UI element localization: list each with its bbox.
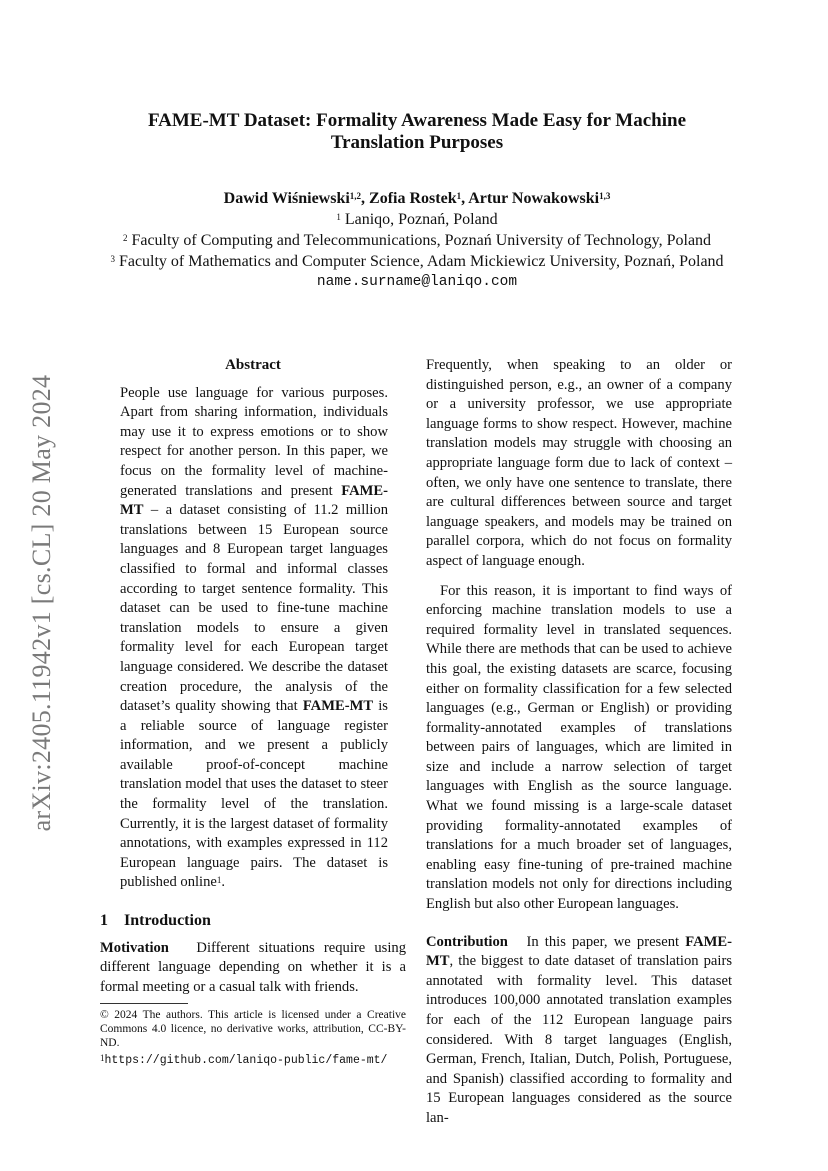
footnote-1-url[interactable]: https://github.com/laniqo-public/fame-mt/ xyxy=(104,1054,388,1067)
right-column xyxy=(426,356,732,1129)
contribution-paragraph xyxy=(426,933,732,1129)
footnote-1-num: 1 xyxy=(100,1053,105,1063)
affiliation-1-text: Laniqo, Poznań, Poland xyxy=(344,211,498,228)
footnote-1 xyxy=(100,1053,406,1068)
author-1: Dawid Wiśniewski xyxy=(223,190,350,207)
contribution-text-2: , the biggest to date dataset of translation pairs annotated with formality level. This dataset introduces 100,000 annotated translation examples for each of the 112 European language pairs considered. With 8 target languages (English, German, French, Italian, Dutch, Polish, Portuguese, and Spanish) classified according to formality and 15 European languages considered as the source lan- xyxy=(426,953,732,1126)
motivation-heading: Motivation xyxy=(100,939,169,956)
intro-paragraph-2: For this reason, it is important to find ways of enforcing machine translation models to use a required formality level in translated sequences. While there are methods that can be used to achieve this goal, the existing datasets are scarce, focusing either on formality classification for a few selected languages (e.g., German or English) or providing formality-annotated examples of translations between pairs of languages, which are limited in size and include a narrow selection of target languages with English as the source language. What we found missing is a large-scale dataset providing formality-annotated examples of translations for a much broader set of languages, enabling easy fine-tuning of pre-trained machine translation models not only for directions including English but also other European languages. xyxy=(426,582,732,913)
title-line-2: Translation Purposes xyxy=(330,132,504,153)
affiliation-3 xyxy=(60,251,774,272)
abstract-dataset-name-2: FAME-MT xyxy=(302,698,374,715)
abstract-dataset-name-1: FAME-MT xyxy=(120,482,388,519)
license-note: © 2024 The authors. This article is licensed under a Creative Commons 4.0 licence, no derivative works, attribution, CC-BY-ND. xyxy=(100,1009,406,1049)
affiliation-2 xyxy=(60,230,774,251)
contribution-text-1: In this paper, we present xyxy=(526,933,686,950)
section-heading-introduction xyxy=(100,911,406,931)
abstract-heading: Abstract xyxy=(225,357,281,373)
motivation-continued: Frequently, when speaking to an older or distinguished person, e.g., an owner of a company or a university professor, we use appropriate language forms to show respect. However, machine translation models may struggle with choosing an appropriate language form due to lack of context – often, we only have one sentence to translate, there are cultural differences between source and target language speakers, and models may be trained on parallel corpora, which do not focus on formality aspect of language enough. xyxy=(426,357,732,569)
motivation-text: Different situations require using different language depending on whether it is a formal meeting or a casual talk with friends. xyxy=(100,939,406,995)
arxiv-stamp-text: arXiv:2405.11942v1 [cs.CL] 20 May 2024 xyxy=(27,374,56,831)
contribution-dataset-name: FAME-MT xyxy=(426,933,732,970)
abstract-end: . xyxy=(221,874,226,891)
title-line-1: FAME-MT Dataset: Formality Awareness Made Easy for Machine xyxy=(147,110,687,131)
footnotes xyxy=(100,1003,406,1071)
author-2-affil: 1 xyxy=(456,191,462,201)
affiliation-2-num: 2 xyxy=(122,233,128,243)
affiliation-3-num: 3 xyxy=(110,254,115,264)
abstract-text-1: People use language for various purposes. Apart from sharing information, individuals may use it to express emotions or to show respect for another person. In this paper, we focus on the formality level of machine-generated translations and present xyxy=(120,384,388,499)
arxiv-stamp xyxy=(22,355,62,850)
paper-title xyxy=(100,110,734,154)
author-email: name.surname@laniqo.com xyxy=(316,274,518,290)
footnote-marker-1[interactable]: 1 xyxy=(216,875,222,886)
author-2: Zofia Rostek xyxy=(369,190,457,207)
left-column xyxy=(100,356,406,997)
affiliation-1-num: 1 xyxy=(336,212,341,222)
section-number: 1 xyxy=(100,912,108,930)
author-names: Dawid Wiśniewski$^{1,2}$, Zofia Rostek$^1$, Artur Nowakowski$^{1,3}$ xyxy=(223,190,611,207)
abstract-body xyxy=(100,384,406,893)
abstract-text-3: is a reliable source of language register information, and we present a publicly available proof-of-concept machine translation model that uses the dataset to steer the formality level of the translation. Currently, it is the largest dataset of formality annotations, with examples expressed in 112 European language pairs. The dataset is published online xyxy=(120,698,388,891)
motivation-paragraph xyxy=(100,939,406,998)
abstract-text-2: – a dataset consisting of 11.2 million translations between 15 European source languages and 8 European target languages classified to formal and informal classes according to target sentence formality. This dataset can be used to fine-tune machine translation models to ensure a given formality level for each European target language considered. We describe the dataset creation procedure, the analysis of the dataset’s quality showing that xyxy=(120,502,388,715)
footnote-rule xyxy=(100,1003,188,1004)
affiliation-1 xyxy=(60,209,774,230)
author-3-affil: 1,3 xyxy=(599,191,611,201)
affiliation-2-text: Faculty of Computing and Telecommunications, Poznań University of Technology, Poland xyxy=(131,232,712,249)
affiliation-3-text: Faculty of Mathematics and Computer Science, Adam Mickiewicz University, Poznań, Poland xyxy=(118,253,724,270)
author-block xyxy=(60,188,774,293)
contribution-heading: Contribution xyxy=(426,933,508,950)
author-3: Artur Nowakowski xyxy=(468,190,600,207)
section-title: Introduction xyxy=(124,912,211,930)
author-1-affil: 1,2 xyxy=(349,191,362,201)
